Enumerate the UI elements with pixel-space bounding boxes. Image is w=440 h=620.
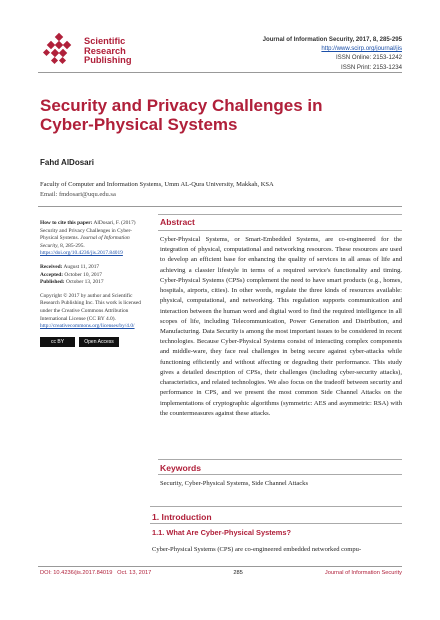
affiliation-divider xyxy=(38,206,402,207)
issn-print: ISSN Print: 2153-1234 xyxy=(341,63,402,71)
publisher-line-1: Scientific xyxy=(84,36,126,46)
keywords-heading: Keywords xyxy=(160,463,202,473)
article-title xyxy=(40,96,370,134)
author-affiliation xyxy=(40,180,274,200)
copyright-block xyxy=(40,293,146,331)
publisher-line-3: Publishing xyxy=(84,55,132,66)
journal-meta xyxy=(263,35,402,72)
keywords-text: Security, Cyber-Physical Systems, Side Channel Attacks xyxy=(160,480,309,487)
footer-journal: Journal of Information Security xyxy=(324,570,402,576)
license-badges xyxy=(40,337,146,347)
cite-journal: Journal of Information Security, xyxy=(40,235,130,249)
author-name: Fahd AlDosari xyxy=(40,158,94,167)
abstract-bottom-rule xyxy=(158,230,402,231)
issn-online: ISSN Online: 2153-1242 xyxy=(335,54,402,62)
journal-url-link[interactable]: http://www.scirp.org/journal/jis xyxy=(321,45,402,53)
introduction-heading: 1. Introduction xyxy=(152,512,212,522)
article-info-sidebar xyxy=(40,220,146,347)
received-date: August 11, 2017 xyxy=(63,263,100,270)
footer-divider xyxy=(38,566,402,567)
title-line-1: Security and Privacy Challenges in xyxy=(40,96,323,115)
publisher-line-2: Research xyxy=(84,45,126,56)
footer-doi[interactable]: DOI: 10.4236/jis.2017.84019 xyxy=(40,570,113,576)
published-date: October 13, 2017 xyxy=(65,279,104,286)
cite-label: How to cite this paper: xyxy=(40,220,93,226)
open-access-badge: Open Access xyxy=(79,337,119,347)
accepted-label: Accepted: xyxy=(40,271,64,278)
intro-first-line: Cyber-Physical Systems (CPS) are co-engineered embedded networked compu- xyxy=(152,546,362,553)
keywords-bottom-rule xyxy=(158,474,402,475)
footer-doi-date xyxy=(40,570,151,576)
cite-pages: 8, 285-295. xyxy=(60,242,85,249)
intro-bottom-rule xyxy=(150,523,402,524)
copyright-text: Copyright © 2017 by author and Scientific Research Publishing Inc. This work is licensed under the Creative Commons Attribution International License (CC BY 4.0). xyxy=(40,292,141,322)
page-footer xyxy=(40,570,402,576)
dates-block xyxy=(40,264,146,287)
footer-date: Oct. 13, 2017 xyxy=(117,570,152,576)
header-divider xyxy=(38,72,402,73)
page-number: 285 xyxy=(233,570,243,576)
keywords-top-rule xyxy=(158,459,402,460)
title-line-2: Cyber-Physical Systems xyxy=(40,115,238,134)
author-email[interactable]: Email: fmdosari@uqu.edu.sa xyxy=(40,191,116,198)
affiliation-text: Faculty of Computer and Information Systems, Umm AL-Qura University, Makkah, KSA xyxy=(40,181,274,188)
citation-block xyxy=(40,220,146,258)
doi-link[interactable]: https://doi.org/10.4236/jis.2017.84019 xyxy=(40,250,123,257)
cc-by-badge[interactable]: cc BY xyxy=(40,337,75,347)
subsection-heading: 1.1. What Are Cyber-Physical Systems? xyxy=(152,528,291,537)
published-label: Published: xyxy=(40,279,65,286)
accepted-date: October 10, 2017 xyxy=(64,271,102,278)
publisher-name xyxy=(84,37,132,66)
journal-citation-line: Journal of Information Security, 2017, 8, 285-295 xyxy=(262,36,402,43)
abstract-text: Cyber-Physical Systems, or Smart-Embedded Systems, are co-engineered for the integration of physical, computational and networking resources. These resources are used to develop an efficient base for enhancing the quality of services in all areas of life and achieving a classier lifestyle in terms of a required service's functionality and timing. Cyber-Physical Systems (CPSs) complement the need to have smart products (e.g., homes, hospitals, airports, cities). In other words, regulate the three kinds of resources available: physical, computational, and networking. This regulation supports communication and interaction between the human word and digital word to find the required intelligence in all scopes of life, including Telecommunication, Power Generation and Distribution, and Manufacturing. Data Security is among the most important issues to be considered in recent technologies. Because Cyber-Physical Systems consist of interacting complex components and middle-ware, they face real challenges in being secure against cyber-attacks while functioning efficiently and without affecting or degrading their performance. This study gives a detailed description of CPSs, their challenges (including cyber-security attacks), characteristics, and related technologies. We also focus on the tradeoff between security and performance in CPS, and we present the most common Side Channel Attacks on the implementations of cryptographic algorithms (symmetric: AES and asymmetric: RSA) with the countermeasures against these attacks. xyxy=(160,236,402,417)
abstract-top-rule xyxy=(158,214,402,215)
license-link[interactable]: http://creativecommons.org/licenses/by/4.0/ xyxy=(40,323,135,330)
received-label: Received: xyxy=(40,263,63,270)
cite-text: AlDosari, F. (2017) Security and Privacy Challenges in Cyber-Physical Systems. xyxy=(40,220,136,242)
abstract-heading: Abstract xyxy=(160,217,195,227)
intro-top-rule xyxy=(150,506,402,507)
